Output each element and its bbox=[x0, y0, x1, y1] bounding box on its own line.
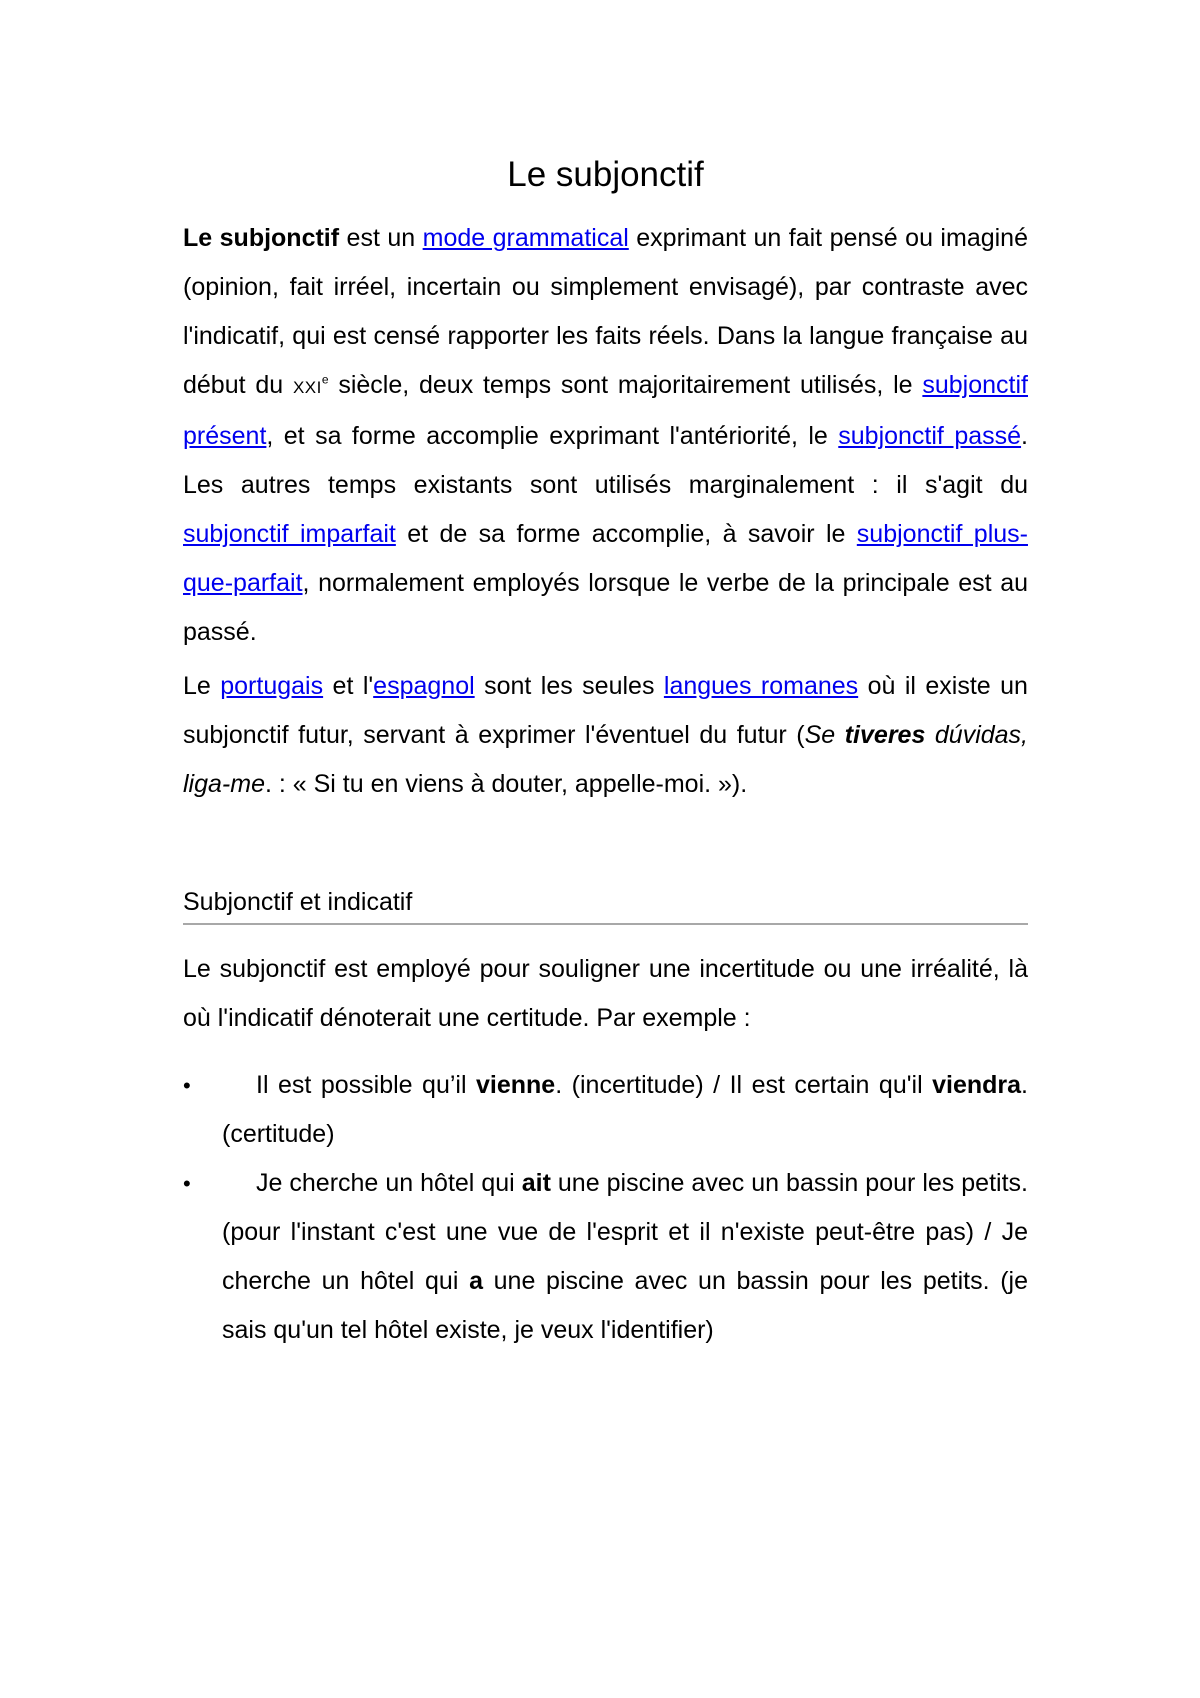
list-item bbox=[183, 1061, 1028, 1159]
link-subjonctif-present[interactable]: subjonctif présent bbox=[183, 371, 1028, 450]
link-espagnol[interactable]: espagnol bbox=[373, 672, 475, 700]
text-run: est un bbox=[339, 224, 423, 252]
text-run: , normalement employés lorsque le verbe de la principale est au passé. bbox=[183, 569, 1028, 646]
futur-paragraph bbox=[183, 662, 1028, 809]
text-run: siècle, deux temps sont majoritairement utilisés, le bbox=[328, 371, 923, 399]
example-verb: vienne bbox=[476, 1071, 556, 1099]
text-run: Il est possible qu’il bbox=[256, 1071, 477, 1099]
text-run: où il existe un subjonctif futur, servant à exprimer l'éventuel du futur ( bbox=[183, 672, 1028, 749]
term-subjonctif: Le subjonctif bbox=[183, 224, 340, 252]
link-subjonctif-passe[interactable]: subjonctif passé bbox=[838, 422, 1022, 450]
text-run: sont les seules bbox=[474, 672, 664, 700]
text-run: dúvidas, liga-me bbox=[183, 721, 1029, 798]
text-run: Se bbox=[804, 721, 845, 749]
link-portugais[interactable]: portugais bbox=[220, 672, 324, 700]
page-title: Le subjonctif bbox=[507, 155, 704, 194]
text-run: . Les autres temps existants sont utilisés marginalement : il s'agit du bbox=[183, 422, 1028, 499]
century-superscript: e bbox=[321, 372, 329, 387]
example-verb: viendra bbox=[932, 1071, 1022, 1099]
link-subjonctif-plus-que-parfait[interactable]: subjonctif plus-que-parfait bbox=[183, 520, 1028, 597]
text-run: . (incertitude) / Il est certain qu'il bbox=[555, 1071, 933, 1099]
text-run: . (certitude) bbox=[222, 1071, 1028, 1148]
example-list bbox=[183, 1061, 1028, 1355]
text-run: , et sa forme accomplie exprimant l'antériorité, le bbox=[266, 422, 839, 450]
text-run: . : « Si tu en viens à douter, appelle-moi. »). bbox=[264, 770, 748, 798]
link-mode-grammatical[interactable]: mode grammatical bbox=[422, 224, 629, 252]
link-langues-romanes[interactable]: langues romanes bbox=[663, 672, 859, 700]
bullet-icon: • bbox=[183, 1073, 191, 1098]
text-run: une piscine avec un bassin pour les petits. (je sais qu'un tel hôtel existe, je veux l'identifier) bbox=[222, 1267, 1029, 1344]
example-verb: ait bbox=[521, 1169, 551, 1197]
text-run: exprimant un fait pensé ou imaginé (opinion, fait irréel, incertain ou simplement envisagé), par contraste avec l'indicatif, qui est censé rapporter les faits réels. Dans la langue française au début du bbox=[183, 224, 1028, 399]
link-subjonctif-imparfait[interactable]: subjonctif imparfait bbox=[183, 520, 396, 548]
example-verb: a bbox=[469, 1267, 483, 1295]
section-heading: Subjonctif et indicatif bbox=[183, 881, 1028, 925]
list-item bbox=[183, 1159, 1028, 1355]
text-run: Je cherche un hôtel qui bbox=[256, 1169, 522, 1197]
example-verb: tiveres bbox=[844, 721, 926, 749]
bullet-icon: • bbox=[183, 1171, 191, 1196]
document-content bbox=[183, 150, 1028, 1355]
text-run: et de sa forme accomplie, à savoir le bbox=[395, 520, 857, 548]
intro-paragraph bbox=[183, 214, 1028, 657]
text-run: Le bbox=[183, 672, 221, 700]
text-run: et l' bbox=[323, 672, 374, 700]
section-paragraph: Le subjonctif est employé pour souligner une incertitude ou une irréalité, là où l'indicatif dénoterait une certitude. Par exemple : bbox=[183, 955, 1028, 1032]
century-numeral: XXI bbox=[292, 378, 322, 397]
text-run: une piscine avec un bassin pour les petits. (pour l'instant c'est une vue de l'esprit et il n'existe peut-être pas) / Je cherche un hôtel qui bbox=[222, 1169, 1028, 1295]
